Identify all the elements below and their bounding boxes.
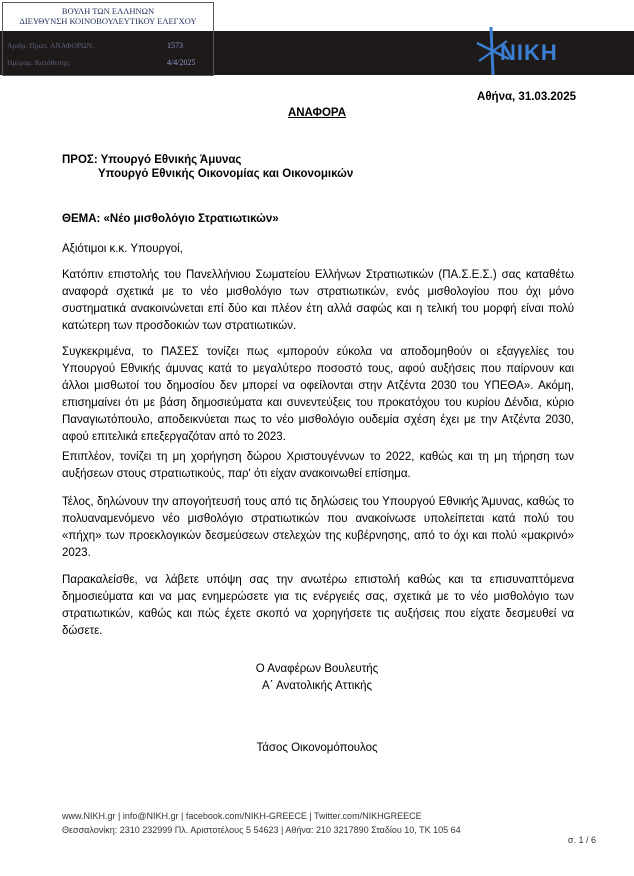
dateline: Αθήνα, 31.03.2025 (477, 91, 576, 103)
greeting: Αξιότιμοι κ.κ. Υπουργοί, (62, 243, 183, 255)
recipient-line-2: Υπουργό Εθνικής Οικονομίας και Οικονομικών (98, 168, 354, 180)
stamp-value-protocol: 1573 (167, 41, 183, 50)
footer-links: www.NIKH.gr | info@NIKH.gr | facebook.com/NIKH-GREECE | Twitter.com/NIKHGREECE (62, 811, 422, 821)
paragraph-3: Επιπλέον, τονίζει τη μη χορήγηση δώρου Χριστουγέννων το 2022, καθώς και τη μη τήρηση των αυξήσεων στους στρατιωτικούς, παρ' ότι είχαν ανακοινωθεί επίσημα. (62, 451, 574, 480)
paragraph-4: Τέλος, δηλώνουν την απογοήτευσή τους από τις δηλώσεις του Υπουργού Εθνικής Άμυνας, καθώς το πολυαναμενόμενο νέο μισθολόγιο στρατιωτικών που ανακοίνωσε υπολείπεται κατά πολύ του «πήχη» των προεκλογικών δεσμεύσεων στελεχών της κυβέρνησης, από το όχι και πολύ «μακρινό» 2023. (62, 496, 574, 559)
signatory-role: Ο Αναφέρων Βουλευτής (255, 663, 379, 675)
signatory-district: Α΄ Ανατολικής Αττικής (261, 680, 373, 692)
stamp-label-protocol: Αριθμ. Πρωτ. ΑΝΑΦΟΡΩΝ: (7, 41, 95, 50)
document-title: ΑΝΑΦΟΡΑ (287, 107, 347, 119)
subject-line: ΘΕΜΑ: «Νέο μισθολόγιο Στρατιωτικών» (62, 213, 279, 225)
stamp-value-date: 4/4/2025 (167, 58, 196, 67)
paragraph-1: Κατόπιν επιστολής του Πανελλήνιου Σωματείου Ελλήνων Στρατιωτικών (ΠΑ.Σ.Ε.Σ.) σας καταθέτω αναφορά σχετικά με το νέο μισθολόγιο των στρατιωτικών, ενός μισθολογίου που όχι μόνο συστηματικά ανακοινώνεται επί δύο και πλέον έτη αλλά σαφώς και η τελική του μορφή είναι πολύ κατώτερη των προσδοκιών των στρατιωτικών. (62, 269, 574, 332)
paragraph-2: Συγκεκριμένα, το ΠΑΣΕΣ τονίζει πως «μπορούν εύκολα να αποδομηθούν οι εξαγγελίες του Υπουργού Εθνικής άμυνας κατά το μεγαλύτερο ποσοστό τους, αφού αυξήσεις που παίρνουν και άλλοι μισθωτοί του δημοσίου δεν μπορεί να οφείλονται στην Ατζέντα 2030 του ΥΠΕΘΑ». Ακόμη, επισημαίνει ότι με βάση δημοσιεύματα και συνεντεύξεις του προκατόχου του κυρίου Δένδια, κύριο Παναγιωτόπουλο, αποδεικνύεται πως το νέο μισθολόγιο ουδεμία σχέση έχει με την Ατζέντα 2030, αφού επιτελικά επεξεργαζόταν από το 2023. (62, 346, 574, 443)
stamp-title (3, 6, 213, 26)
stamp-title-line-1: ΒΟΥΛΗ ΤΩΝ ΕΛΛΗΝΩΝ (61, 6, 155, 16)
nikh-logo-text: NIKH (500, 40, 558, 65)
page-number: σ. 1 / 6 (567, 835, 596, 845)
signatory-name: Τάσος Οικονομόπουλος (256, 742, 378, 754)
stamp-label-date: Ημερομ. Κατάθεσης: (7, 58, 71, 67)
footer-addresses: Θεσσαλονίκη: 2310 232999 Πλ. Αριστοτέλους 5 54623 | Αθήνα: 210 3217890 Σταδίου 10, ΤΚ 105 64 (62, 825, 461, 835)
stamp-title-line-2: ΔΙΕΥΘΥΝΣΗ ΚΟΙΝΟΒΟΥΛΕΥΤΙΚΟΥ ΕΛΕΓΧΟΥ (19, 16, 197, 26)
paragraph-5: Παρακαλείσθε, να λάβετε υπόψη σας την ανωτέρω επιστολή καθώς και τα επισυναπτόμενα δημοσιεύματα και να μας ενημερώσετε για τις ενέργειές σας, σχετικά με το νέο μισθολόγιο των στρατιωτικών, καθώς και πώς έχετε σκοπό να χορηγήσετε τις αυξήσεις που είχατε δεσμευθεί να δώσετε. (62, 574, 574, 637)
recipient-line-1: ΠΡΟΣ: Υπουργό Εθνικής Άμυνας (62, 154, 242, 166)
parliament-stamp (2, 2, 214, 76)
